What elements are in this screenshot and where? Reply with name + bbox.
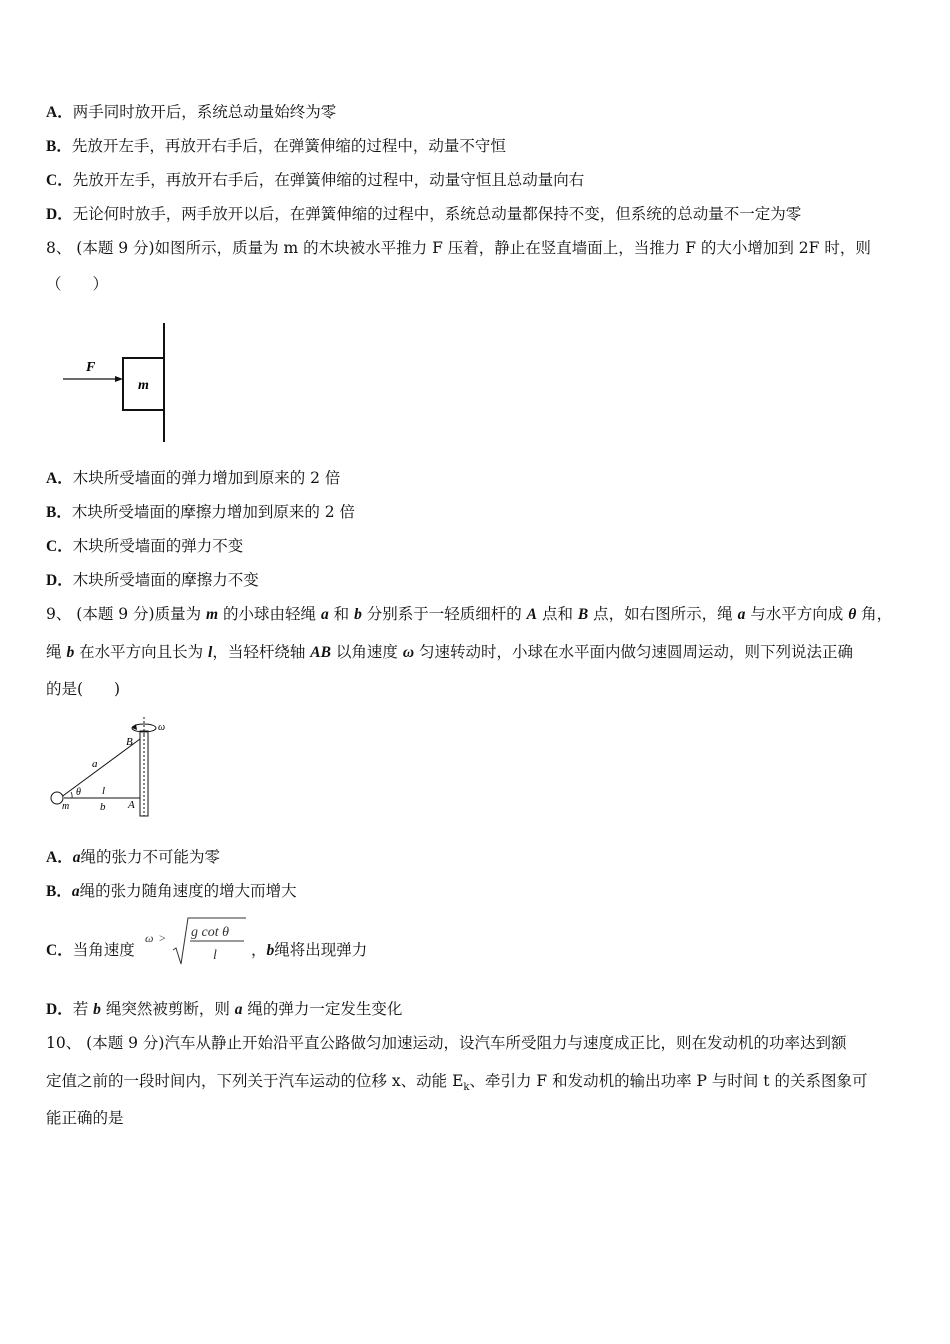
q10-stem-line2: 定值之前的一段时间内，下列关于汽车运动的位移 x、动能 $E_k$、牵引力 F 和发动机的输出功率 P 与时间 t 的关系图象可 <box>46 1072 868 1094</box>
mass-label: m <box>138 378 149 393</box>
force-label: F <box>86 360 96 375</box>
q8-option-b: B．木块所受墙面的摩擦力增加到原来的 2 倍 <box>46 503 356 521</box>
q10-stem-line1: 10、 (本题 9 分)汽车从静止开始沿平直公路做匀加速运动，设汽车所受阻力与速度成正比，则在发动机的功率达到额 <box>46 1034 847 1052</box>
formula-omega-sqrt <box>143 914 249 968</box>
label-theta: θ <box>76 787 81 798</box>
omega-label: ω <box>158 722 166 733</box>
force-arrowhead <box>115 376 123 382</box>
q7-option-b: B．先放开左手，再放开右手后，在弹簧伸缩的过程中，动量不守恒 <box>46 137 506 155</box>
q8-option-d: D．木块所受墙面的摩擦力不变 <box>46 571 259 589</box>
label-b: b <box>100 801 106 813</box>
formula-numerator: g cot θ <box>191 925 229 940</box>
formula-denominator: l <box>213 948 217 963</box>
q7-option-c: C．先放开左手，再放开右手后，在弹簧伸缩的过程中，动量守恒且总动量向右 <box>46 171 585 189</box>
label-a: a <box>92 758 98 770</box>
label-B: B <box>126 736 133 748</box>
q9-option-c-tail: ，b绳将出现弹力 <box>251 941 368 959</box>
q9-option-a: A．a绳的张力不可能为零 <box>46 848 220 866</box>
theta-arc <box>71 792 72 798</box>
q7-option-a: A．两手同时放开后，系统总动量始终为零 <box>46 103 337 121</box>
q9-stem-line1: 9、 (本题 9 分)质量为 m 的小球由轻绳 a 和 b 分别系于一轻质细杆的 A 点和 B 点，如右图所示，绳 a 与水平方向成 θ 角， <box>46 605 893 623</box>
q9-option-c: C．当角速度 <box>46 941 135 959</box>
formula-gt: > <box>159 931 166 945</box>
q9-stem-line3: 的是( ) <box>46 680 121 698</box>
label-l: l <box>102 785 106 797</box>
q8-stem-line1: 8、 (本题 9 分)如图所示，质量为 m 的木块被水平推力 F 压着，静止在竖直墙面上，当推力 F 的大小增加到 2F 时，则 <box>46 239 871 257</box>
q8-option-a: A．木块所受墙面的弹力增加到原来的 2 倍 <box>46 469 341 487</box>
label-A: A <box>128 799 135 811</box>
q10-stem-line3: 能正确的是 <box>46 1109 124 1127</box>
q9-option-b: B．a绳的张力随角速度的增大而增大 <box>46 882 297 900</box>
label-m: m <box>62 801 70 812</box>
q9-figure <box>46 713 176 821</box>
q7-option-d: D．无论何时放手，两手放开以后，在弹簧伸缩的过程中，系统总动量都保持不变，但系统的总动量不一定为零 <box>46 205 802 223</box>
q9-stem-line2: 绳 b 在水平方向且长为 l，当轻杆绕轴 AB 以角速度 ω 匀速转动时，小球在水平面内做匀速圆周运动，则下列说法正确 <box>46 643 853 661</box>
q8-figure <box>58 318 178 448</box>
q8-option-c: C．木块所受墙面的弹力不变 <box>46 537 244 555</box>
formula-omega: ω <box>145 931 154 945</box>
q8-stem-line2: （ ） <box>46 275 109 293</box>
q9-option-d: D．若 b 绳突然被剪断，则 a 绳的弹力一定发生变化 <box>46 1000 403 1018</box>
